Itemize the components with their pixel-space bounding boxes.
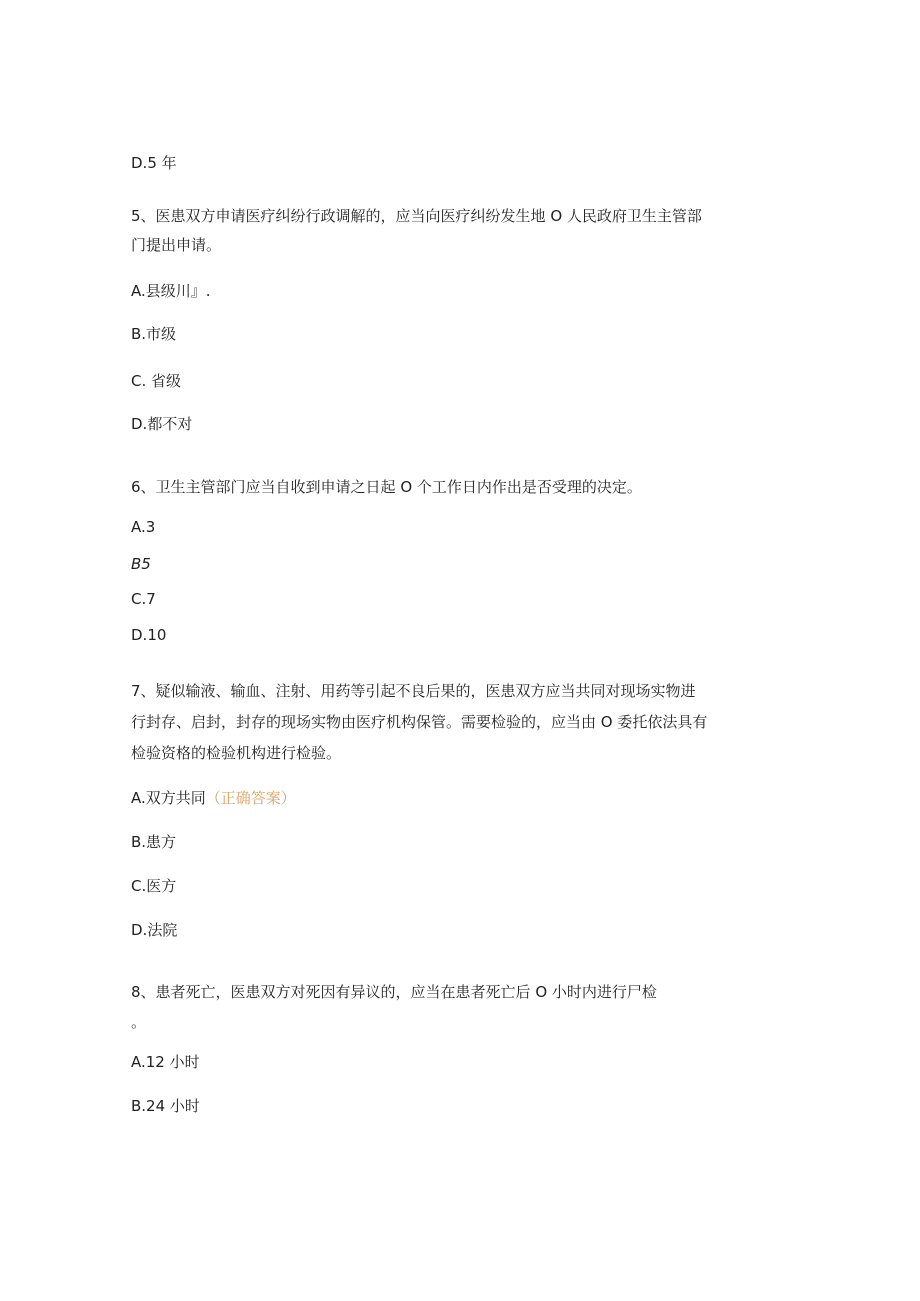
correct-answer-mark: （正确答案） xyxy=(205,789,296,807)
q6-option-b: B5 xyxy=(131,555,151,573)
q5-text-line-1: 5、医患双方申请医疗纠纷行政调解的，应当向医疗纠纷发生地 O 人民政府卫生主管部 xyxy=(131,207,702,225)
q5-option-a: A.县级川』. xyxy=(131,282,211,300)
q6-option-c: C.7 xyxy=(131,590,156,608)
q8-text-line-1: 8、患者死亡，医患双方对死因有异议的，应当在患者死亡后 O 小时内进行尸检 xyxy=(131,983,657,1001)
q8-option-b: B.24 小时 xyxy=(131,1097,200,1115)
q5-text-line-2: 门提出申请。 xyxy=(131,236,222,254)
q4-option-d: D.5 年 xyxy=(131,154,177,172)
q6-text-line-1: 6、卫生主管部门应当自收到申请之日起 O 个工作日内作出是否受理的决定。 xyxy=(131,478,642,496)
q8-option-a: A.12 小时 xyxy=(131,1053,200,1071)
q7-text-line-3: 检验资格的检验机构进行检验。 xyxy=(131,744,342,762)
q6-option-d: D.10 xyxy=(131,626,167,644)
q5-option-b: B.市级 xyxy=(131,325,177,343)
q7-option-a-label: A.双方共同 xyxy=(131,789,206,807)
q6-option-a: A.3 xyxy=(131,518,156,536)
q7-option-b: B.患方 xyxy=(131,833,177,851)
q7-text-line-2: 行封存、启封，封存的现场实物由医疗机构保管。需要检验的，应当由 O 委托依法具有 xyxy=(131,713,708,731)
q7-text-line-1: 7、疑似输液、输血、注射、用药等引起不良后果的，医患双方应当共同对现场实物进 xyxy=(131,682,696,700)
q7-option-d: D.法院 xyxy=(131,921,178,939)
q8-text-line-2: 。 xyxy=(131,1013,147,1031)
q7-option-a xyxy=(131,788,296,808)
q7-option-c: C.医方 xyxy=(131,877,177,895)
q5-option-d: D.都不对 xyxy=(131,415,193,433)
q5-option-c: C. 省级 xyxy=(131,372,182,390)
